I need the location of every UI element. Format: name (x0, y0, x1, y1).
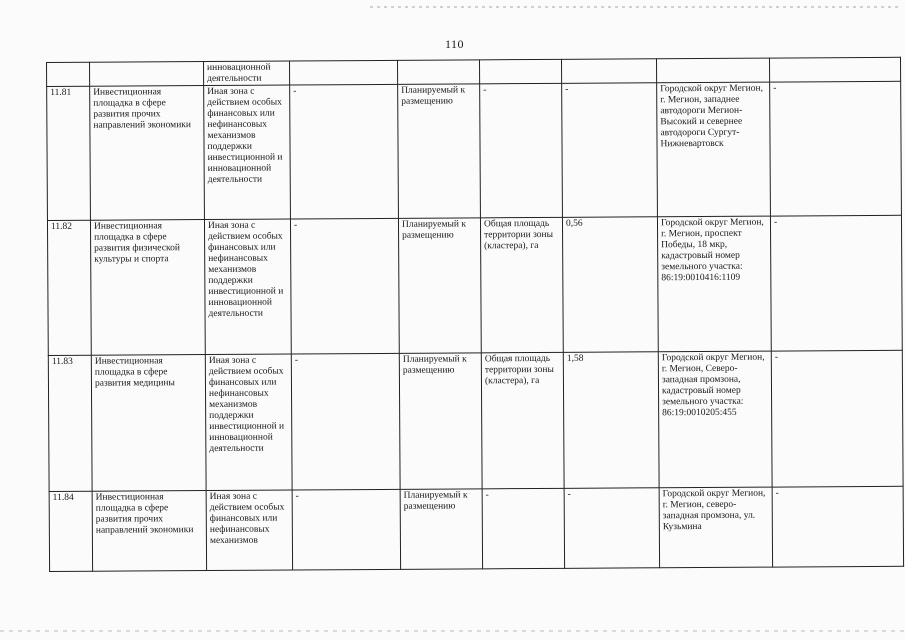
cell-col9: - (770, 81, 902, 216)
cell-col9: - (771, 350, 903, 487)
cell-col9 (769, 57, 900, 82)
cell-col9: - (770, 215, 902, 351)
cell-value: 0,56 (562, 217, 658, 353)
cell-location: Городской округ Мегион, г. Мегион, Северо-западная промзона, кадастровый номер земельного участка: 86:19:0010205:455 (658, 351, 772, 488)
cell-value: - (562, 83, 658, 218)
cell-name: Инвестиционная площадка в сфере развития прочих направлений экономики (90, 86, 205, 221)
cell-param: - (480, 83, 563, 217)
cell-location: Городской округ Мегион, г. Мегион, северо-западная промзона, ул. Кузьмина (659, 487, 772, 568)
registry-table (46, 57, 904, 572)
cell-col4: - (291, 353, 400, 490)
cell-col4: - (290, 84, 399, 219)
cell-location (656, 58, 769, 83)
cell-value: - (564, 488, 659, 569)
cell-number: 11.83 (48, 355, 92, 491)
cell-location: Городской округ Мегион, г. Мегион, западнее автодороги Мегион-Высокий и севернее автодороги Сургут-Нижневартовск (657, 82, 771, 217)
cell-param: - (482, 488, 564, 568)
cell-number: 11.82 (47, 220, 91, 355)
cell-status (397, 60, 479, 85)
cell-value (561, 59, 656, 84)
page-number: 110 (445, 37, 465, 51)
cell-name (90, 62, 204, 87)
scan-artifact-bottom (0, 630, 905, 632)
scan-artifact-top (370, 6, 900, 8)
cell-status: Планируемый к размещению (400, 489, 482, 569)
cell-zone: инновационной деятельности (204, 61, 290, 86)
cell-name: Инвестиционная площадка в сфере развития физической культуры и спорта (90, 220, 205, 356)
cell-name: Инвестиционная площадка в сфере развития прочих направлений экономики (92, 491, 206, 572)
cell-col4: - (290, 218, 399, 354)
cell-col4 (289, 60, 397, 85)
cell-col9: - (772, 486, 903, 567)
cell-status: Планируемый к размещению (398, 84, 481, 218)
cell-value: 1,58 (563, 352, 659, 489)
cell-zone: Иная зона с действием особых финансовых или нефинансовых механизмов поддержки инвестиционной и инновационной деятельности (205, 354, 292, 491)
cell-number: 11.84 (49, 491, 92, 571)
cell-number (47, 62, 90, 86)
cell-col4: - (292, 489, 400, 570)
table-row (47, 215, 902, 355)
cell-param (479, 59, 561, 84)
cell-zone: Иная зона с действием особых финансовых или нефинансовых механизмов (206, 490, 292, 571)
cell-status: Планируемый к размещению (399, 353, 482, 489)
cell-zone: Иная зона с действием особых финансовых или нефинансовых механизмов поддержки инвестиционной и инновационной деятельности (204, 85, 291, 220)
cell-status: Планируемый к размещению (398, 218, 481, 353)
cell-param: Общая площадь территории зоны (кластера), га (480, 217, 563, 352)
cell-location: Городской округ Мегион, г. Мегион, проспект Победы, 18 мкр, кадастровый номер земельного участка: 86:19:0010416:1109 (657, 216, 771, 352)
cell-name: Инвестиционная площадка в сфере развития медицины (91, 355, 206, 492)
table-row (47, 81, 902, 220)
table-row (48, 350, 903, 491)
table-row (49, 486, 903, 571)
cell-zone: Иная зона с действием особых финансовых или нефинансовых механизмов поддержки инвестиционной и инновационной деятельности (204, 219, 291, 355)
cell-param: Общая площадь территории зоны (кластера), га (481, 352, 564, 488)
cell-number: 11.81 (47, 86, 91, 220)
